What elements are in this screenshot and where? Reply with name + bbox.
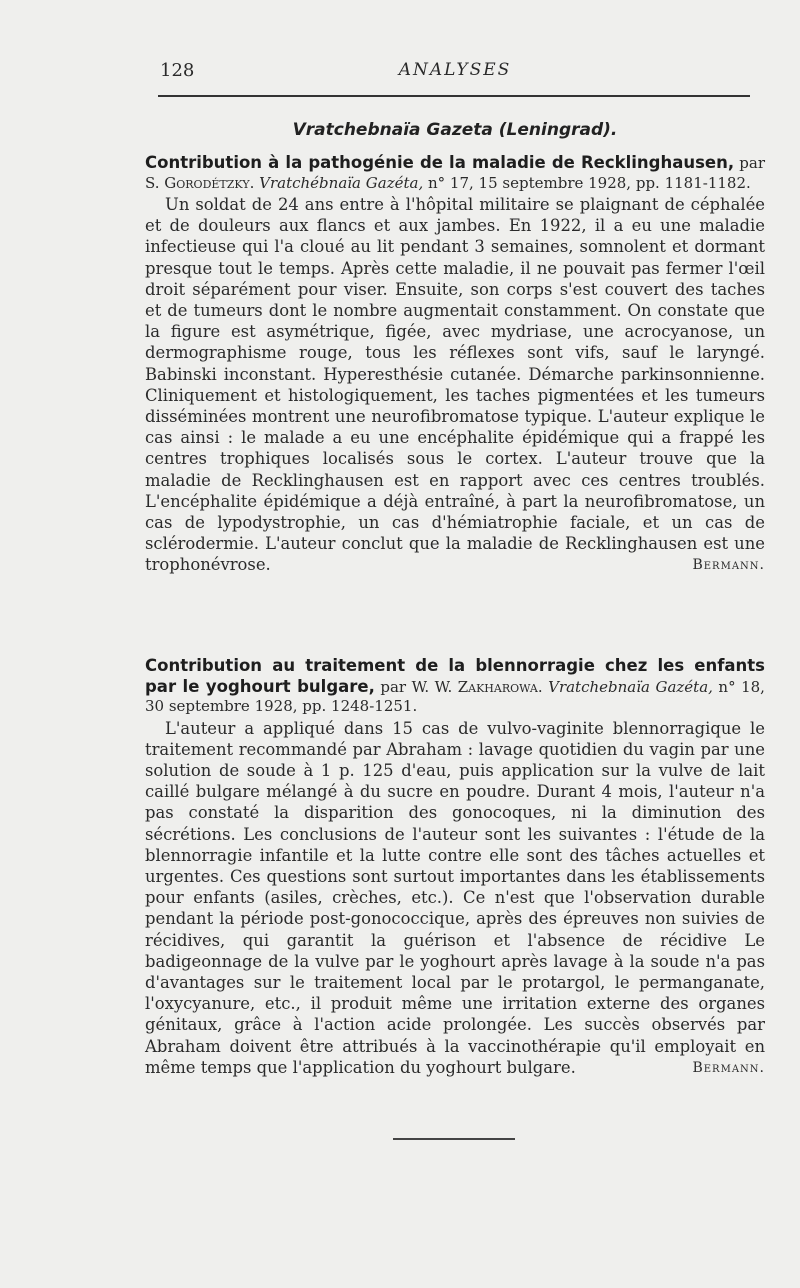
article-title: Contribution au traitement de la blennorragie chez les enfants par le yoghourt bulgare, <box>145 656 765 696</box>
running-title: ANALYSES <box>398 60 512 80</box>
article-source: Vratchébnaïa Gazéta, <box>259 173 424 192</box>
article-signature: Bermann. <box>692 557 765 574</box>
header-rule <box>158 95 750 97</box>
article-signature: Bermann. <box>692 1059 765 1076</box>
article-citation: n° 17, 15 septembre 1928, pp. 1181-1182. <box>428 173 751 192</box>
article-heading <box>145 153 765 193</box>
article-body <box>145 194 765 576</box>
article-author: S. Gorodétzky. <box>145 173 255 192</box>
page-number: 128 <box>160 60 195 81</box>
article-by: par <box>380 677 407 696</box>
article-body <box>145 718 765 1078</box>
article-heading <box>145 656 765 717</box>
article-source: Vratchebnaïa Gazéta, <box>548 677 713 696</box>
article-by: par <box>739 154 765 172</box>
article-recklinghausen <box>145 153 765 577</box>
article-title: Contribution à la pathogénie de la maladie de Recklinghausen, <box>145 153 735 172</box>
article-body-text: Un soldat de 24 ans entre à l'hôpital militaire se plaignant de céphalée et de douleurs aux flancs et aux jambes. En 1922, il a eu une maladie infectieuse qui l'a cloué au lit pendant 3 semaines, somnolent et dormant presque tout le temps. Après cette maladie, il ne pouvait pas fermer l'œil droit séparément pour viser. Ensuite, son corps s'est couvert des taches et de tumeurs dont le nombre augmentait constamment. On constate que la figure est asymétrique, figée, avec mydriase, une acrocyanose, un dermographisme rouge, tous les réflexes sont vifs, sauf le laryngé. Babinski inconstant. Hyperesthésie cutanée. Démarche parkinsonnienne. Cliniquement et histologiquement, les taches pigmentées et les tumeurs disséminées montrent une neurofibromatose typique. L'auteur explique le cas ainsi : le malade a eu une encéphalite épidémique qui a frappé les centres trophiques localisés sous le cortex. L'auteur trouve que la maladie de Recklinghausen est en rapport avec ces centres troublés. L'encéphalite épidémique a déjà entraîné, à part la neurofibromatose, un cas de lypodystrophie, un cas d'hémiatrophie faciale, et un cas de sclérodermie. L'auteur conclut que la maladie de Recklinghausen est une trophonévrose. <box>145 195 765 575</box>
journal-title: Vratchebnaïa Gazeta (Leningrad). <box>292 120 618 140</box>
article-blennorragie <box>145 656 765 1079</box>
article-citation: n° 18, 30 septembre 1928, pp. 1248-1251. <box>145 677 765 715</box>
article-body-text: L'auteur a appliqué dans 15 cas de vulvo-vaginite blennorragique le traitement recommandé par Abraham : lavage quotidien du vagin par une solution de soude à 1 p. 125 d'eau, puis application sur la vulve de lait caillé bulgare mélangé à du sucre en poudre. Durant 4 mois, l'auteur n'a pas constaté la disparition des gonocoques, ni la diminution des sécrétions. Les conclusions de l'auteur sont les suivantes : l'étude de la blennorragie infantile et la lutte contre elle sont des tâches actuelles et urgentes. Ces questions sont surtout importantes dans les établissements pour enfants (asiles, crèches, etc.). Ce n'est que l'observation durable pendant la période post-gonococcique, après des épreuves non suivies de récidives, qui garantit la guérison et l'absence de récidive Le badigeonnage de la vulve par le yoghourt après lavage à la soude n'a pas d'avantages sur le traitement local par le protargol, le permanganate, l'oxycyanure, etc., il produit même une irritation externe des organes génitaux, grâce à l'action acide prolongée. Les succès observés par Abraham doivent être attribués à la vaccinothérapie qu'il employait en même temps que l'application du yoghourt bulgare. <box>145 718 765 1077</box>
running-head <box>160 60 750 84</box>
article-author: W. W. Zakharowa. <box>411 677 543 696</box>
end-rule <box>393 1138 515 1140</box>
